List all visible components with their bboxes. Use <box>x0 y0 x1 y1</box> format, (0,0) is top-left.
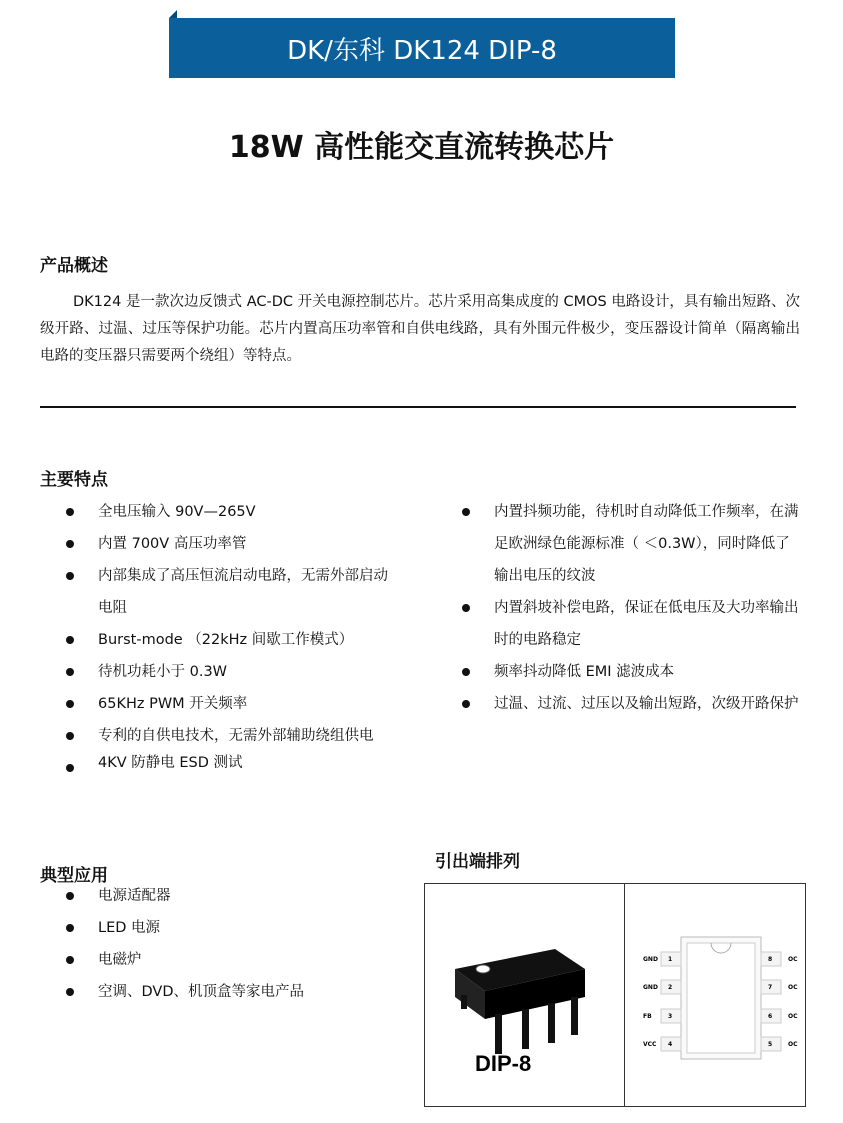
pin-number: 4 <box>668 1041 673 1048</box>
pinout-box <box>424 883 806 1107</box>
list-item: 电源适配器 <box>40 880 400 912</box>
pin-name: VCC <box>643 1041 657 1048</box>
package-label: DIP-8 <box>475 1051 532 1076</box>
divider <box>40 406 796 408</box>
applications-heading: 典型应用 <box>40 866 108 886</box>
dip8-package-image <box>445 929 605 1079</box>
pin-name: GND <box>643 984 658 991</box>
overview-text: DK124 是一款次边反馈式 AC-DC 开关电源控制芯片。芯片采用高集成度的 CMOS 电路设计，具有输出短路、次级开路、过温、过压等保护功能。芯片内置高压功率管和自供电线路，具有外围元件极少，变压器设计简单（隔离输出电路的变压器只需要两个绕组）等特点。 <box>40 294 800 364</box>
page-title: 18W 高性能交直流转换芯片 <box>228 130 615 165</box>
pin-number: 6 <box>768 1013 773 1020</box>
list-item: 全电压输入 90V—265V <box>40 496 410 528</box>
pin-number: 3 <box>668 1013 673 1020</box>
pin-diagram <box>625 929 805 1069</box>
list-item: 内置 700V 高压功率管 <box>40 528 410 560</box>
pin-name: FB <box>643 1013 652 1020</box>
pin-number: 2 <box>668 984 673 991</box>
features-list-left <box>40 496 410 774</box>
list-item: 待机功耗小于 0.3W <box>40 656 410 688</box>
pin-name: OC <box>788 956 798 963</box>
pin-number: 5 <box>768 1041 773 1048</box>
pin-number: 1 <box>668 956 673 963</box>
list-item: 65KHz PWM 开关频率 <box>40 688 410 720</box>
pin-number: 7 <box>768 984 773 991</box>
list-item: Burst-mode （22kHz 间歇工作模式） <box>40 624 410 656</box>
list-item: 内部集成了高压恒流启动电路，无需外部启动电阻 <box>40 560 410 624</box>
pin-number: 8 <box>768 956 773 963</box>
list-item: LED 电源 <box>40 912 400 944</box>
header-banner <box>169 18 675 78</box>
list-item: 专利的自供电技术，无需外部辅助绕组供电 <box>40 720 410 752</box>
pin-name: GND <box>643 956 658 963</box>
list-item: 频率抖动降低 EMI 滤波成本 <box>436 656 804 688</box>
pin-name: OC <box>788 984 798 991</box>
pin-name: OC <box>788 1041 798 1048</box>
list-item: 4KV 防静电 ESD 测试 <box>40 752 410 774</box>
banner-text: DK/东科 DK124 DIP-8 <box>287 35 557 66</box>
list-item: 内置斜坡补偿电路，保证在低电压及大功率输出时的电路稳定 <box>436 592 804 656</box>
applications-list <box>40 880 400 1008</box>
list-item: 电磁炉 <box>40 944 400 976</box>
features-list-right <box>436 496 804 720</box>
list-item: 空调、DVD、机顶盒等家电产品 <box>40 976 400 1008</box>
overview-heading: 产品概述 <box>40 256 108 276</box>
pin-name: OC <box>788 1013 798 1020</box>
list-item: 过温、过流、过压以及输出短路，次级开路保护 <box>436 688 804 720</box>
pinout-heading: 引出端排列 <box>435 852 520 872</box>
features-heading: 主要特点 <box>40 470 108 490</box>
list-item: 内置抖频功能，待机时自动降低工作频率，在满足欧洲绿色能源标准（ ＜0.3W），同时降低了输出电压的纹波 <box>436 496 804 592</box>
